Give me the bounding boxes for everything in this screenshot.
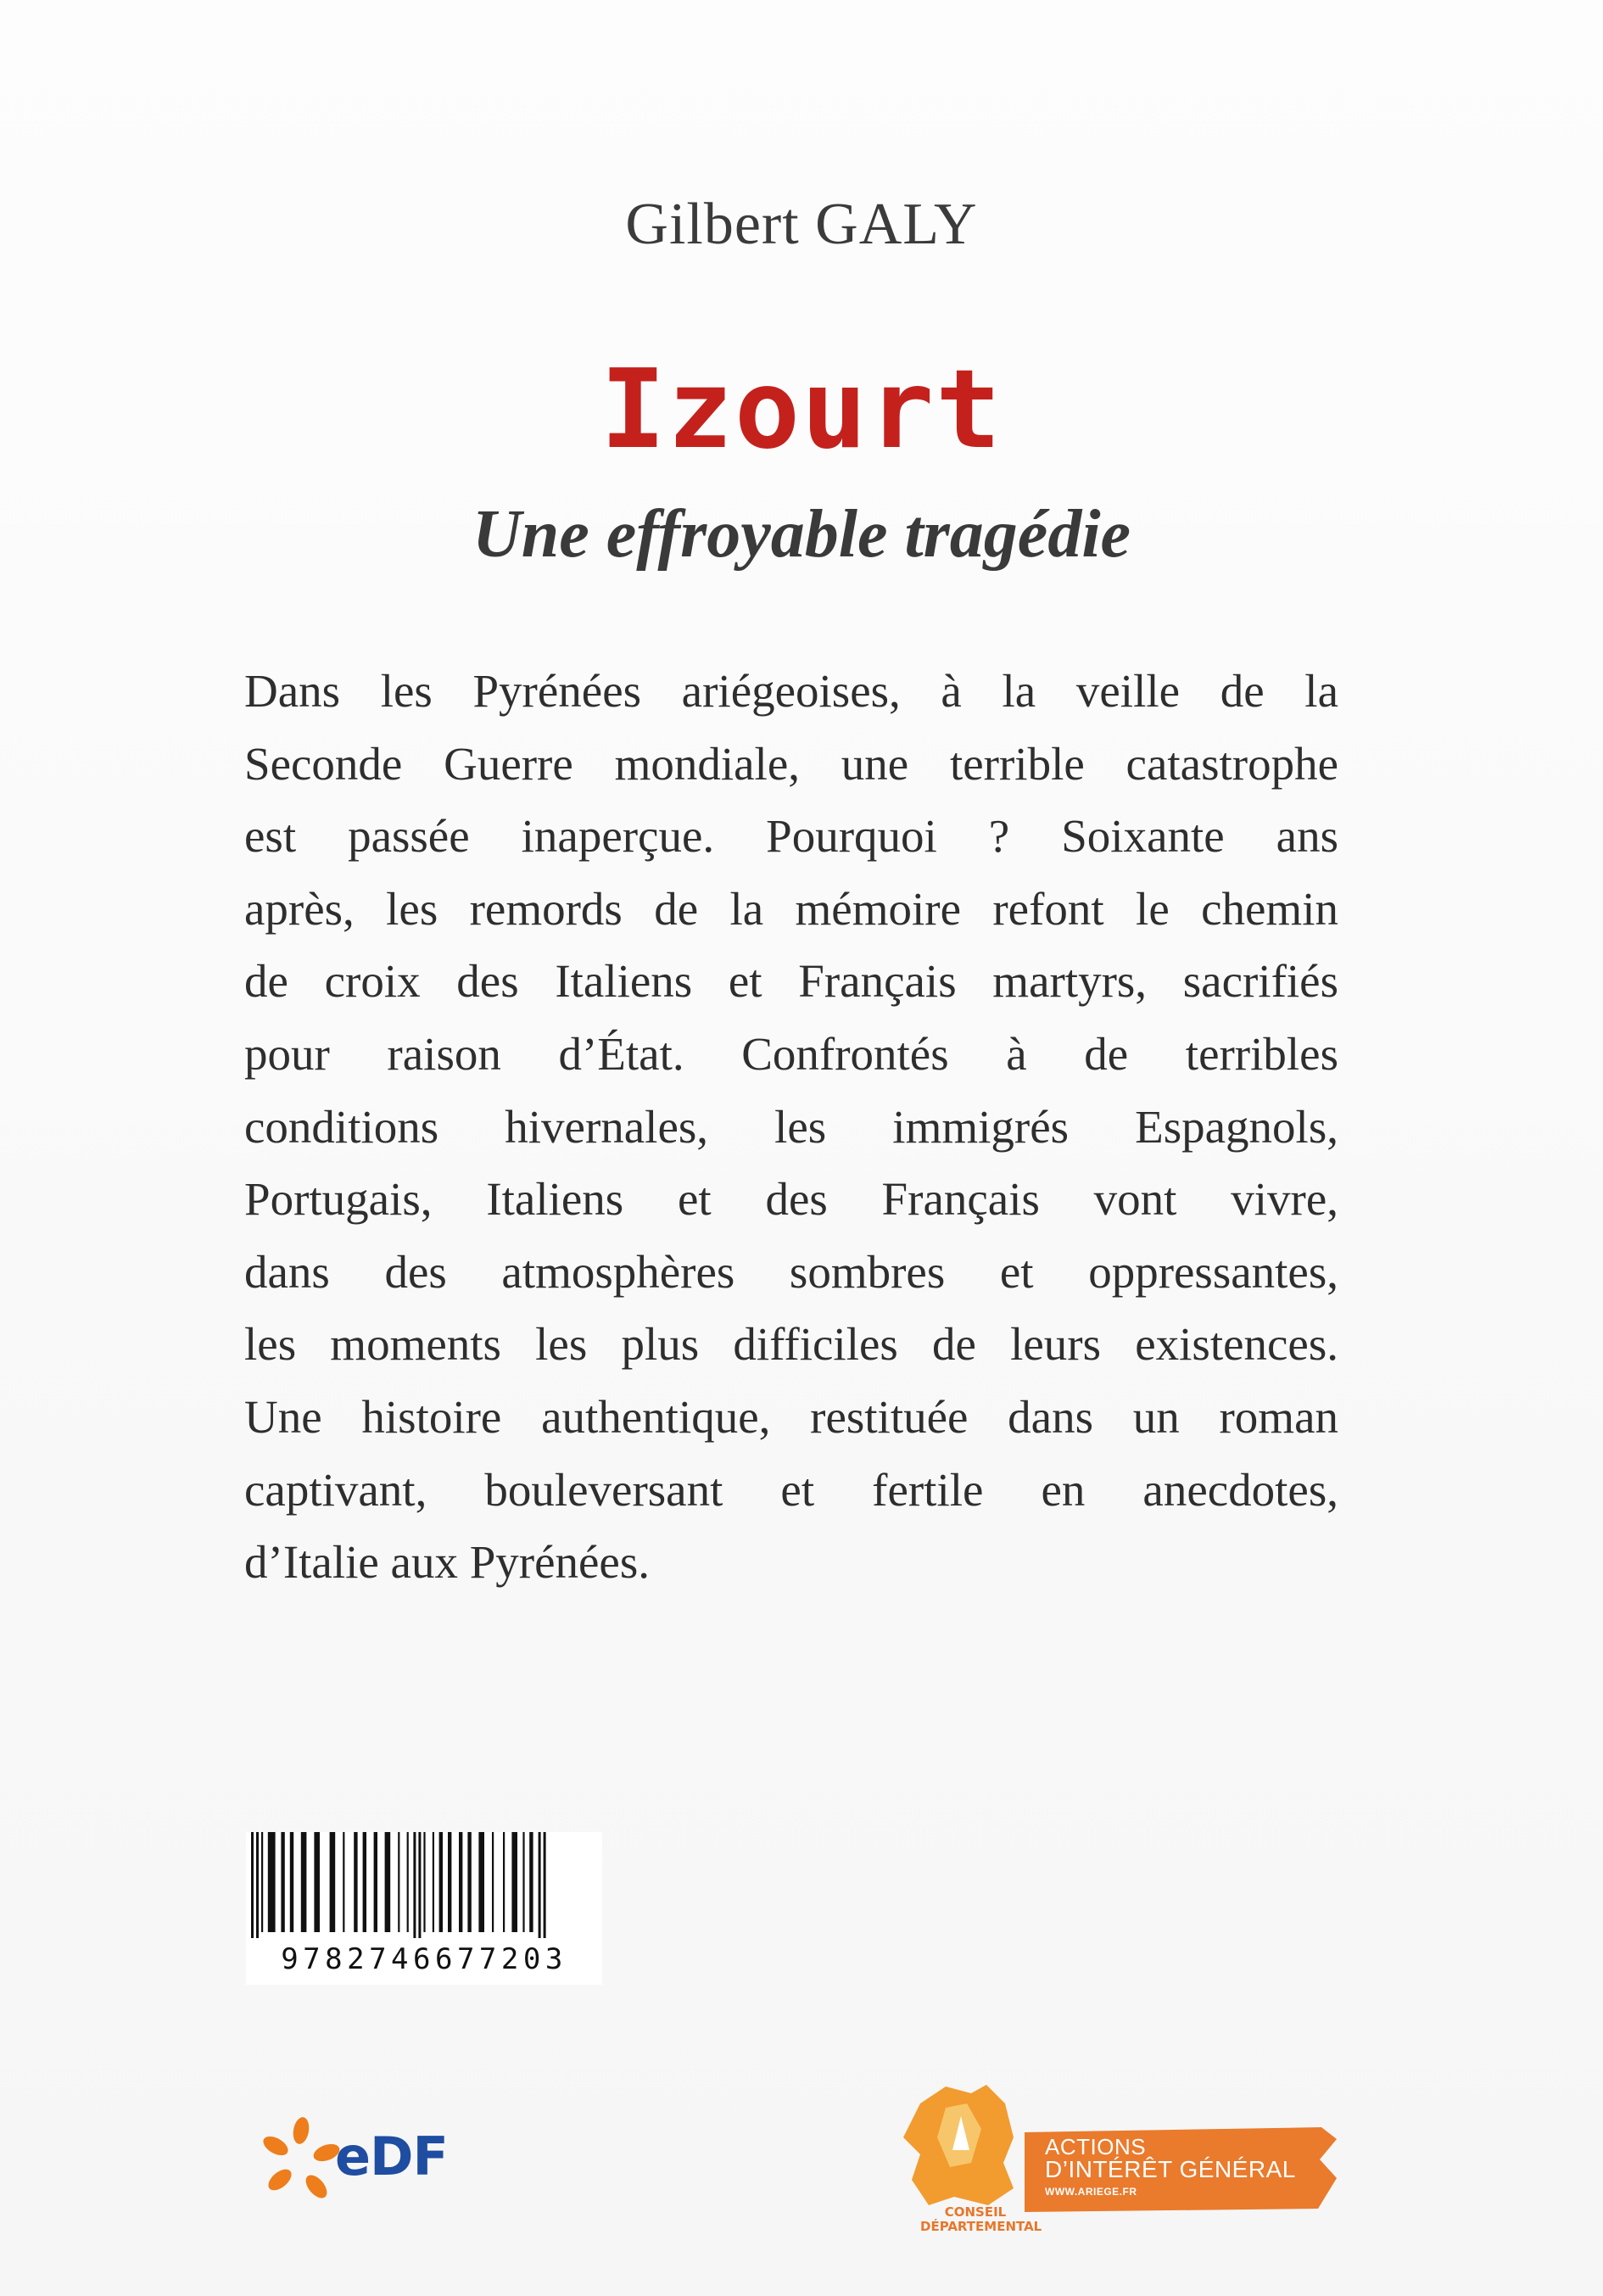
blurb-line: Une histoire authentique, restituée dans un roman [244,1390,1338,1443]
blurb-line: les moments les plus difficiles de leurs existences. [244,1318,1338,1371]
blurb-line: captivant, bouleversant et fertile en anecdotes, [244,1463,1338,1516]
blurb-line: est passée inaperçue. Pourquoi ? Soixante ans [244,810,1338,863]
barcode-digits: 9782746677203 [246,1938,602,1980]
blurb [244,655,1338,1599]
blurb-line: d’Italie aux Pyrénées. [244,1536,651,1589]
blurb-line: de croix des Italiens et Français martyrs, sacrifiés [244,955,1338,1008]
actions-line1: ACTIONS [1045,2134,1147,2159]
actions-url: WWW.ARIEGE.FR [1045,2186,1137,2198]
blurb-line: dans des atmosphères sombres et oppressantes, [244,1245,1338,1298]
blurb-line: après, les remords de la mémoire refont le chemin [244,882,1338,935]
author-name: Gilbert GALY [625,192,978,257]
actions-line2: D’INTÉRÊT GÉNÉRAL [1045,2156,1296,2182]
conseil-departemental-label [920,2204,1042,2234]
blurb-line: Dans les Pyrénées ariégeoises, à la veille de la [244,665,1338,717]
conseil-label-line1: CONSEIL [944,2204,1007,2220]
book-subtitle: Une effroyable tragédie [472,497,1131,572]
blurb-line: Seconde Guerre mondiale, une terrible catastrophe [244,737,1338,790]
blurb-line: conditions hivernales, les immigrés Espagnols, [244,1100,1338,1153]
blurb-line: Portugais, Italiens et des Français vont vivre, [244,1173,1338,1226]
conseil-label-line2: DÉPARTEMENTAL [920,2219,1042,2234]
edf-logo-text: eDF [335,2126,448,2187]
blurb-line: pour raison d’État. Confrontés à de terribles [244,1027,1338,1080]
barcode-bars-icon [246,1832,602,1942]
book-title: Izourt [600,347,1003,473]
